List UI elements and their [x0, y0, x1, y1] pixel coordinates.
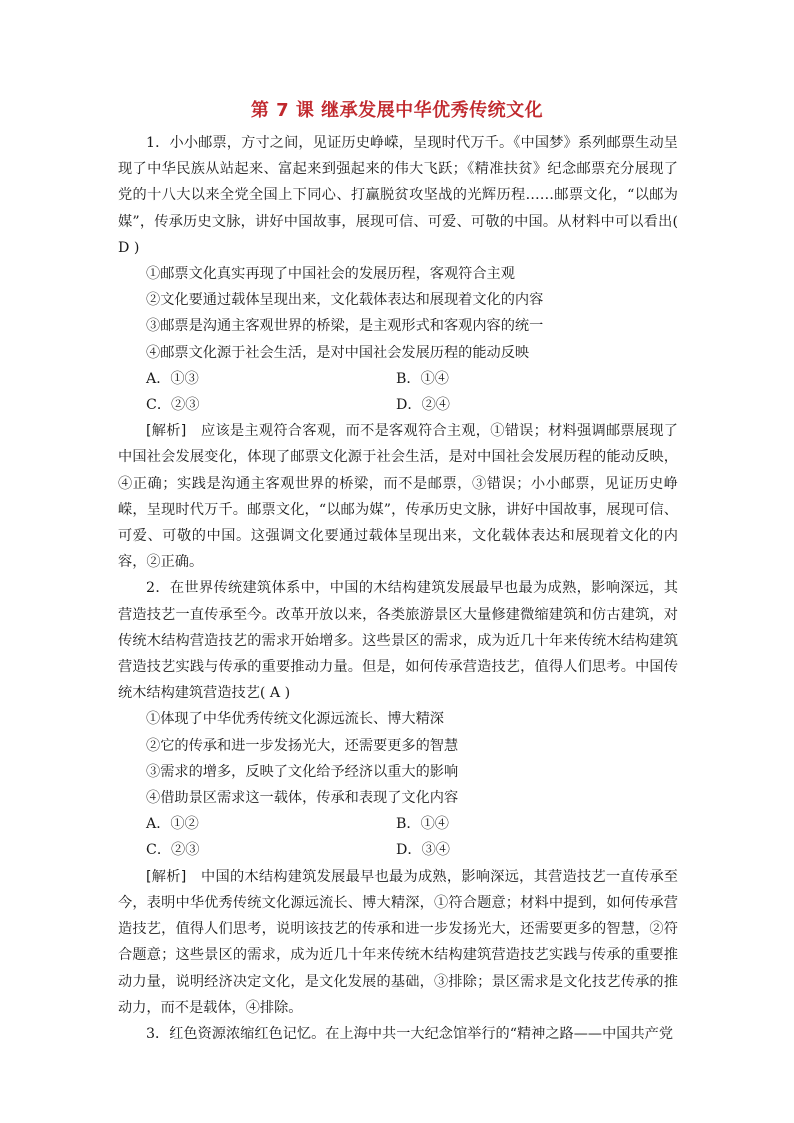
question-2-option: ④借助景区需求这一载体，传承和表现了文化内容 — [146, 790, 459, 807]
question-1-choice-c: C．②③ — [146, 397, 200, 414]
question-2-choice-c: C．②③ — [146, 842, 200, 859]
question-1-choices-row — [118, 392, 678, 418]
question-1-stem: 1．小小邮票，方寸之间，见证历史峥嵘，呈现时代万千。《中国梦》系列邮票生动呈现了中华民族从站起来、富起来到强起来的伟大飞跃；《精准扶贫》纪念邮票充分展现了党的十八大以来全党全国上下同心、打赢脱贫攻坚战的光辉历程……邮票文化，“以邮为媒”，传承历史文脉，讲好中国故事，展现可信、可爱、可敬的中国。从材料中可以看出( D ) — [118, 135, 678, 256]
question-3-stem: 3．红色资源浓缩红色记忆。在上海中共一大纪念馆举行的“精神之路——中国共产党 — [146, 1025, 674, 1042]
question-1-option: ①邮票文化真实再现了中国社会的发展历程，客观符合主观 — [146, 266, 515, 283]
question-2-analysis-text: 中国的木结构建筑发展最早也最为成熟，影响深远，其营造技艺一直传承至今，表明中华优秀传统文化源远流长、博大精深，①符合题意；材料中提到，如何传承营造技艺，值得人们思考，说明该技艺的传承和进一步发扬光大，还需要更多的智慧，②符合题意；这些景区的需求，成为近几十年来传统木结构建筑营造技艺实践与传承的重要推动力量，说明经济决定文化，是文化发展的基础，③排除；景区需求是文化技艺传承的推动力，而不是载体，④排除。 — [118, 868, 678, 1016]
analysis-tag: [解析] — [146, 868, 187, 885]
lesson-title: 第 7 课 继承发展中华优秀传统文化 — [250, 100, 544, 121]
question-1-option: ④邮票文化源于社会生活，是对中国社会发展历程的能动反映 — [146, 344, 530, 361]
question-2-choice-b: B．①④ — [396, 816, 449, 833]
question-1-choice-a: A．①③ — [146, 370, 199, 387]
question-2-option: ③需求的增多，反映了文化给予经济以重大的影响 — [146, 763, 459, 780]
question-1-choice-d: D．②④ — [396, 397, 450, 414]
question-1-choice-b: B．①④ — [396, 370, 449, 387]
question-1-choices-row — [118, 366, 678, 392]
question-2-stem: 2．在世界传统建筑体系中，中国的木结构建筑发展最早也最为成熟，影响深远，其营造技艺一直传承至今。改革开放以来，各类旅游景区大量修建微缩建筑和仿古建筑，对传统木结构营造技艺的需求开始增多。这些景区的需求，成为近几十年来传统木结构建筑营造技艺实践与传承的重要推动力量。但是，如何传承营造技艺，值得人们思考。中国传统木结构建筑营造技艺( A ) — [118, 580, 678, 702]
question-1-option: ③邮票是沟通主客观世界的桥梁，是主观形式和客观内容的统一 — [146, 318, 544, 335]
question-2-choices-row — [118, 811, 678, 837]
question-1-option: ②文化要通过载体呈现出来，文化载体表达和展现着文化的内容 — [146, 292, 544, 309]
document-body — [118, 130, 678, 1047]
question-2-choice-a: A．①② — [146, 816, 199, 833]
question-1-analysis-text: 应该是主观符合客观，而不是客观符合主观，①错误；材料强调邮票展现了中国社会发展变化，体现了邮票文化源于社会生活，是对中国社会发展历程的能动反映，④正确；实践是沟通主客观世界的桥梁，而不是邮票，③错误；小小邮票，见证历史峥嵘，呈现时代万千。邮票文化，“以邮为媒”，传承历史文脉，讲好中国故事，展现可信、可爱、可敬的中国。这强调文化要通过载体呈现出来，文化载体表达和展现着文化的内容，②正确。 — [118, 423, 678, 571]
question-2-choices-row — [118, 837, 678, 863]
question-2-analysis — [118, 864, 678, 1021]
question-2-choice-d: D．③④ — [396, 842, 450, 859]
analysis-tag: [解析] — [146, 423, 187, 440]
question-2-option: ②它的传承和进一步发扬光大，还需要更多的智慧 — [146, 737, 459, 754]
question-1-analysis — [118, 418, 678, 575]
question-2-option: ①体现了中华优秀传统文化源远流长、博大精深 — [146, 711, 444, 728]
